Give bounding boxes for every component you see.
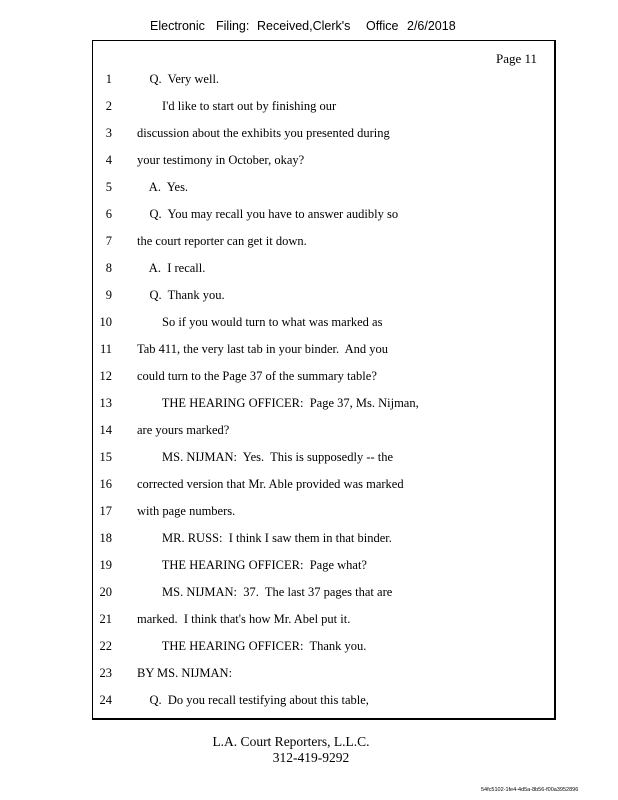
line-number: 7 bbox=[105, 234, 112, 248]
line-text: the court reporter can get it down. bbox=[137, 234, 307, 248]
line-text: discussion about the exhibits you presented during bbox=[137, 126, 390, 140]
stamp-word-electronic: Electronic bbox=[150, 19, 205, 33]
stamp-word-received: Received,Clerk's bbox=[257, 19, 351, 33]
stamp-word-filing: Filing: bbox=[216, 19, 250, 33]
line-text: Q. Do you recall testifying about this table, bbox=[137, 693, 369, 707]
line-number: 22 bbox=[99, 639, 112, 653]
transcript-line bbox=[0, 234, 618, 252]
transcript-line bbox=[0, 72, 618, 90]
footer bbox=[0, 734, 618, 766]
line-number: 4 bbox=[105, 153, 112, 167]
transcript-line bbox=[0, 639, 618, 657]
line-number: 2 bbox=[105, 99, 112, 113]
transcript-line bbox=[0, 369, 618, 387]
line-text: MR. RUSS: I think I saw them in that binder. bbox=[137, 531, 392, 545]
transcript-line bbox=[0, 585, 618, 603]
line-number: 14 bbox=[99, 423, 112, 437]
transcript-line bbox=[0, 612, 618, 630]
page-number: Page 11 bbox=[496, 51, 538, 66]
line-text: A. I recall. bbox=[137, 261, 206, 275]
transcript-line bbox=[0, 531, 618, 549]
line-number: 10 bbox=[99, 315, 112, 329]
line-text: Tab 411, the very last tab in your binder. And you bbox=[137, 342, 389, 356]
line-number: 12 bbox=[99, 369, 112, 383]
transcript-line bbox=[0, 342, 618, 360]
line-number: 17 bbox=[99, 504, 112, 518]
line-text: MS. NIJMAN: 37. The last 37 pages that are bbox=[137, 585, 393, 599]
line-text: are yours marked? bbox=[137, 423, 230, 437]
stamp-word-date: 2/6/2018 bbox=[407, 19, 456, 33]
transcript-line bbox=[0, 315, 618, 333]
line-number: 9 bbox=[105, 288, 112, 302]
document-hash: 54fc5102-1fe4-4d5a-8b56-f00a3952896 bbox=[481, 787, 579, 793]
line-text: THE HEARING OFFICER: Page what? bbox=[137, 558, 367, 572]
transcript-line bbox=[0, 396, 618, 414]
transcript-line bbox=[0, 288, 618, 306]
line-number: 13 bbox=[99, 396, 112, 410]
line-number: 16 bbox=[99, 477, 112, 491]
line-text: Q. You may recall you have to answer audibly so bbox=[137, 207, 399, 221]
line-number: 23 bbox=[99, 666, 112, 680]
line-number: 20 bbox=[99, 585, 112, 599]
line-number: 6 bbox=[105, 207, 112, 221]
transcript-line bbox=[0, 450, 618, 468]
transcript-line bbox=[0, 558, 618, 576]
line-text: Q. Thank you. bbox=[137, 288, 225, 302]
line-text: your testimony in October, okay? bbox=[137, 153, 305, 167]
transcript-line bbox=[0, 153, 618, 171]
transcript-line bbox=[0, 477, 618, 495]
transcript-line bbox=[0, 693, 618, 711]
line-text: So if you would turn to what was marked as bbox=[137, 315, 383, 329]
line-text: BY MS. NIJMAN: bbox=[137, 666, 233, 680]
transcript-line bbox=[0, 261, 618, 279]
transcript-line bbox=[0, 126, 618, 144]
footer-company: L.A. Court Reporters, L.L.C. bbox=[212, 734, 370, 749]
line-text: MS. NIJMAN: Yes. This is supposedly -- the bbox=[137, 450, 394, 464]
transcript-line bbox=[0, 423, 618, 441]
line-text: could turn to the Page 37 of the summary table? bbox=[137, 369, 377, 383]
line-number: 19 bbox=[99, 558, 112, 572]
stamp-word-office: Office bbox=[366, 19, 399, 33]
transcript-line bbox=[0, 99, 618, 117]
line-number: 3 bbox=[105, 126, 112, 140]
footer-phone: 312-419-9292 bbox=[272, 750, 350, 765]
line-text: THE HEARING OFFICER: Page 37, Ms. Nijman, bbox=[137, 396, 419, 410]
line-text: A. Yes. bbox=[137, 180, 189, 194]
transcript-line bbox=[0, 207, 618, 225]
line-number: 21 bbox=[99, 612, 112, 626]
line-text: marked. I think that's how Mr. Abel put it. bbox=[137, 612, 351, 626]
line-number: 8 bbox=[105, 261, 112, 275]
line-text: I'd like to start out by finishing our bbox=[137, 99, 337, 113]
line-number: 24 bbox=[99, 693, 112, 707]
line-text: with page numbers. bbox=[137, 504, 236, 518]
line-text: THE HEARING OFFICER: Thank you. bbox=[137, 639, 367, 653]
line-text: Q. Very well. bbox=[137, 72, 220, 86]
line-number: 15 bbox=[99, 450, 112, 464]
line-text: corrected version that Mr. Able provided was marked bbox=[137, 477, 404, 491]
transcript-line bbox=[0, 504, 618, 522]
line-number: 1 bbox=[105, 72, 112, 86]
line-number: 18 bbox=[99, 531, 112, 545]
transcript-line bbox=[0, 180, 618, 198]
line-number: 11 bbox=[99, 342, 112, 356]
line-number: 5 bbox=[105, 180, 112, 194]
transcript-line bbox=[0, 666, 618, 684]
